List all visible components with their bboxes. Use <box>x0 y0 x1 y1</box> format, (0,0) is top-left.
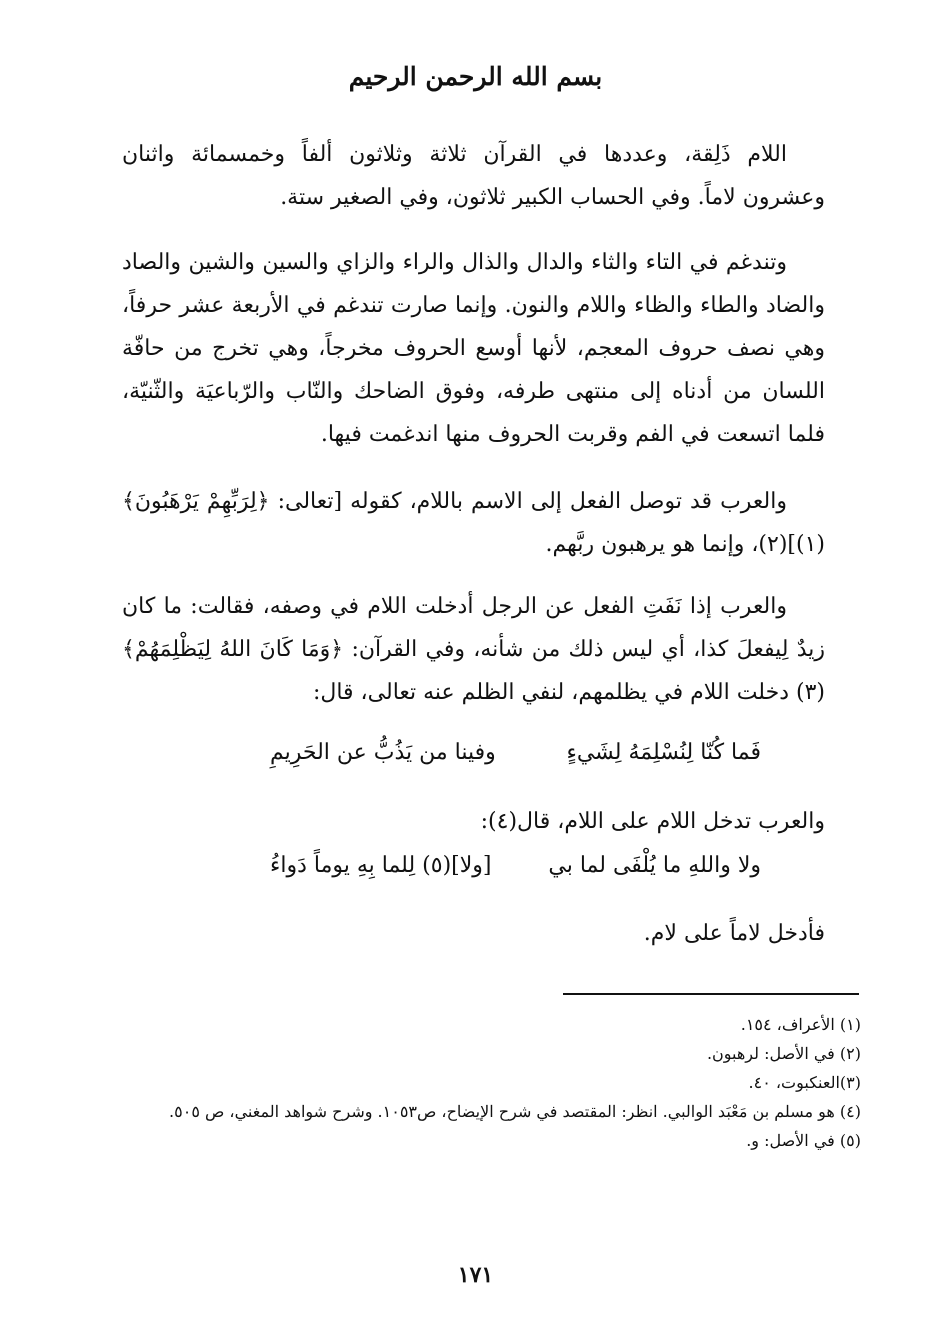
paragraph-lam-on-lam: والعرب تدخل اللام على اللام، قال(٤): <box>480 809 825 834</box>
verse-first-hemistich: ولا واللهِ ما يُلْفَى لما بي <box>548 853 761 878</box>
poetry-verse-2 <box>150 853 761 896</box>
footnote-1: (١) الأعراف، ١٥٤. <box>740 1015 861 1034</box>
footnote-3: (٣)العنكبوت، ٤٠. <box>748 1073 861 1092</box>
paragraph-lam-count: اللام ذَلِقة، وعددها في القرآن ثلاثة وثلاثون ألفاً وخمسمائة واثنان وعشرون لاماً. وفي الحساب الكبير ثلاثون، وفي الصغير ستة. <box>122 142 825 210</box>
footnote-5: (٥) في الأصل: و. <box>746 1131 861 1150</box>
page-number: ١٧١ <box>457 1262 494 1288</box>
poetry-verse-1 <box>150 740 761 783</box>
footnotes <box>122 1010 861 1155</box>
paragraph-conclusion: فأدخل لاماً على لام. <box>643 921 825 946</box>
paragraph-assimilation: وتندغم في التاء والثاء والدال والذال والراء والزاي والسين والشين والصاد والضاد والطاء والظاء واللام والنون. وإنما صارت تندغم في الأربعة عشر حرفاً، وهي نصف حروف المعجم، لأنها أوسع الحروف مخرجاً، وهي تخرج من حافّة اللسان من أدناه إلى منتهى طرفه، وفوق الضاحك والنّاب والرّباعيَة والثّنيّة، فلما اتسعت في الفم وقربت الحروف منها اندغمت فيها. <box>122 250 825 447</box>
footnote-divider <box>563 993 859 995</box>
verse-second-hemistich: وفينا من يَذُبُّ عن الحَرِيمِ <box>270 740 496 765</box>
footnote-4: (٤) هو مسلم بن مَعْبَد الوالبي. انظر: المقتصد في شرح الإيضاح، ص١٠٥٣. وشرح شواهد المغني، ص ٥٠٥. <box>169 1102 861 1121</box>
verse-first-hemistich: فَما كُنّا لِنُسْلِمَهُ لِشَيءٍ <box>566 740 761 765</box>
paragraph-negation: والعرب إذا نَفَتِ الفعل عن الرجل أدخلت اللام في وصفه، فقالت: ما كان زيدٌ لِيفعلَ كذا، أي ليس ذلك من شأنه، وفي القرآن: ﴿وَمَا كَانَ اللهُ لِيَظْلِمَهُمْ﴾(٣) دخلت اللام في يظلمهم، لنفي الظلم عنه تعالى، قال: <box>122 594 825 705</box>
footnote-2: (٢) في الأصل: لرهبون. <box>706 1044 861 1063</box>
basmala-heading: بسم الله الرحمن الرحيم <box>348 62 603 91</box>
paragraph-verb-link: والعرب قد توصل الفعل إلى الاسم باللام، كقوله [تعالى: ﴿لِرَبِّهِمْ يَرْهَبُونَ﴾(١)](٢)، وإنما هو يرهبون ربَّهم. <box>122 489 825 557</box>
verse-second-hemistich: [ولا](٥) لِلما بِهِ يوماً دَواءُ <box>270 853 492 878</box>
